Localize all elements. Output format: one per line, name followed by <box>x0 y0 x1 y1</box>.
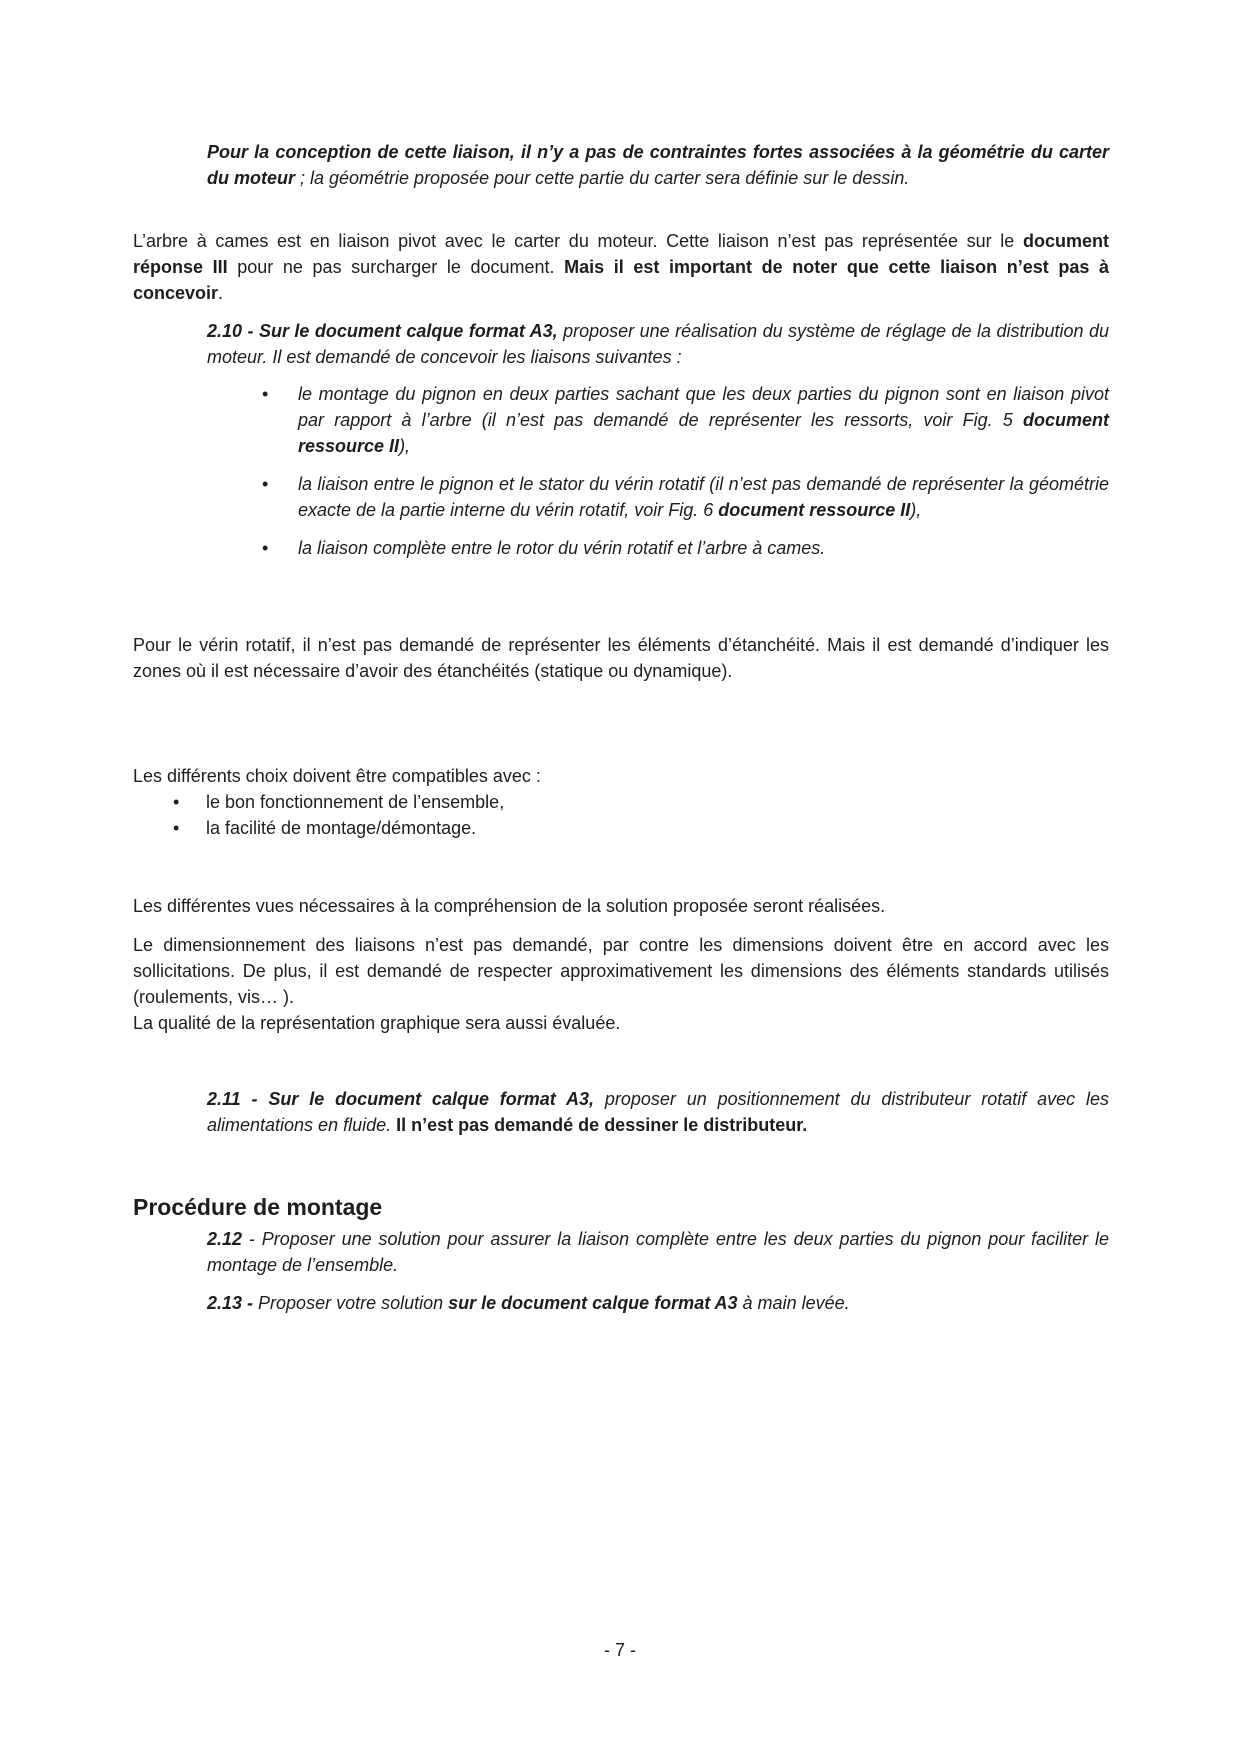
views-paragraph: Les différentes vues nécessaires à la compréhension de la solution proposée seront réalisées. <box>133 896 886 916</box>
intro-bold: Pour la conception de cette liaison, il n’y a pas de contraintes fortes associées à la géométrie du carter du moteur <box>207 142 1109 188</box>
verin-paragraph: Pour le vérin rotatif, il n’est pas demandé de représenter les éléments d’étanchéité. Mais il est demandé d’indiquer les zones où il est nécessaire d’avoir des étanchéités (statique ou dynamique). <box>133 635 1109 681</box>
page-number: - 7 - <box>603 1640 636 1660</box>
camshaft-text-2: pour ne pas surcharger le document. <box>227 257 565 277</box>
list-item-text: la liaison complète entre le rotor du vérin rotatif et l’arbre à cames. <box>298 538 826 558</box>
intro-paragraph <box>207 139 1109 191</box>
question-2-11-bold: Il n’est pas demandé de dessiner le distributeur. <box>396 1115 808 1135</box>
question-2-12-text: - Proposer une solution pour assurer la liaison complète entre les deux parties du pignon pour faciliter le montage de l’ensemble. <box>207 1229 1109 1275</box>
list-item-bold: document ressource II <box>298 410 1109 456</box>
question-2-10-label: 2.10 - Sur le document calque format A3, <box>207 321 558 341</box>
camshaft-text-1: L’arbre à cames est en liaison pivot avec le carter du moteur. Cette liaison n’est pas représentée sur le <box>133 231 1023 251</box>
list-item <box>298 471 1109 523</box>
camshaft-paragraph <box>133 228 1109 306</box>
camshaft-text-3: . <box>218 283 224 303</box>
list-item: • la facilité de montage/démontage. <box>206 815 1109 841</box>
choices-intro: Les différents choix doivent être compatibles avec : <box>133 766 541 786</box>
camshaft-important-note: Mais il est important de noter que cette liaison n’est pas à concevoir <box>133 257 1110 303</box>
question-2-13-label: 2.13 - <box>207 1293 254 1313</box>
list-item-text: le montage du pignon en deux parties sachant que les deux parties du pignon sont en liaison pivot par rapport à l’arbre (il n’est pas demandé de représenter les ressorts, voir Fig. 5 <box>298 384 1109 430</box>
document-reponse-ref: document réponse III <box>133 231 1109 277</box>
list-item-bold: document ressource II <box>718 500 911 520</box>
section-title: Procédure de montage <box>133 1194 383 1220</box>
list-item-end: ), <box>399 436 411 456</box>
question-2-11-label: 2.11 - Sur le document calque format A3, <box>207 1089 594 1109</box>
list-item <box>298 535 1109 561</box>
liaisons-list <box>298 381 1109 573</box>
question-2-12 <box>207 1226 1109 1278</box>
question-2-13 <box>207 1290 1109 1316</box>
intro-rest: ; la géométrie proposée pour cette partie du carter sera définie sur le dessin. <box>295 168 910 188</box>
question-2-11 <box>207 1086 1109 1138</box>
choices-list <box>206 789 1109 841</box>
question-2-13-bold: sur le document calque format A3 <box>448 1293 738 1313</box>
question-2-13-text: Proposer votre solution <box>253 1293 449 1313</box>
question-2-10 <box>207 318 1109 370</box>
question-2-12-label: 2.12 <box>207 1229 243 1249</box>
question-2-10-text: proposer une réalisation du système de réglage de la distribution du moteur. Il est demandé de concevoir les liaisons suivantes : <box>207 321 1109 367</box>
question-2-13-end: à main levée. <box>737 1293 850 1313</box>
quality-paragraph: La qualité de la représentation graphique sera aussi évaluée. <box>133 1013 621 1033</box>
list-item-end: ), <box>910 500 922 520</box>
list-item: • le bon fonctionnement de l’ensemble, <box>206 789 1109 815</box>
dimension-paragraph: Le dimensionnement des liaisons n’est pas demandé, par contre les dimensions doivent être en accord avec les sollicitations. De plus, il est demandé de respecter approximativement les dimensions des éléments standards utilisés (roulements, vis… ). <box>133 935 1109 1007</box>
question-2-11-text: proposer un positionnement du distributeur rotatif avec les alimentations en fluide. <box>207 1089 1110 1135</box>
list-item-text: la liaison entre le pignon et le stator du vérin rotatif (il n’est pas demandé de représenter la géométrie exacte de la partie interne du vérin rotatif, voir Fig. 6 <box>298 474 1109 520</box>
list-item <box>298 381 1109 459</box>
